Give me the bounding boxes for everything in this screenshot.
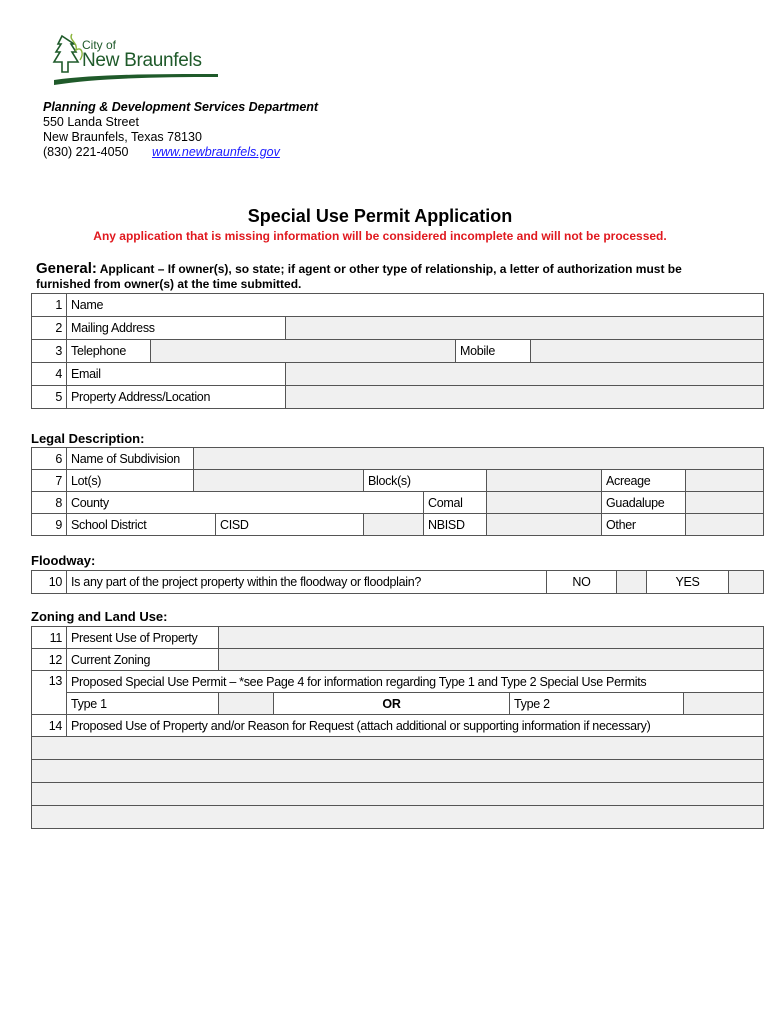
row-number: 4 bbox=[32, 363, 67, 386]
proposed-use-field-line[interactable] bbox=[32, 806, 764, 829]
row-number: 2 bbox=[32, 317, 67, 340]
floodway-yes-label: YES bbox=[647, 571, 729, 594]
row-floodway bbox=[32, 571, 764, 594]
row-number: 6 bbox=[32, 448, 67, 470]
zoning-table bbox=[31, 626, 764, 829]
website-link[interactable]: www.newbraunfels.gov bbox=[152, 145, 280, 159]
proposed-use-field-line[interactable] bbox=[32, 737, 764, 760]
legal-table bbox=[31, 447, 764, 536]
applicant-table bbox=[31, 293, 764, 409]
floodway-heading: Floodway: bbox=[31, 553, 96, 568]
row-number: 11 bbox=[32, 627, 67, 649]
floodway-yes-checkbox[interactable] bbox=[729, 571, 764, 594]
block-field[interactable] bbox=[487, 470, 602, 492]
general-text: Applicant – If owner(s), so state; if agent or other type of relationship, a letter of authorization must be furnished from owner(s) at the time submitted. bbox=[36, 262, 682, 291]
county-label: County bbox=[67, 492, 424, 514]
proposed-use-line bbox=[32, 737, 764, 760]
nbisd-checkbox[interactable] bbox=[487, 514, 602, 536]
legal-heading: Legal Description: bbox=[31, 431, 145, 446]
tree-icon bbox=[54, 36, 78, 72]
type2-checkbox[interactable] bbox=[684, 693, 764, 715]
school-district-label: School District bbox=[67, 514, 216, 536]
proposed-use-line bbox=[32, 806, 764, 829]
row-current-zoning bbox=[32, 649, 764, 671]
row-school-district bbox=[32, 514, 764, 536]
mailing-address-label: Mailing Address bbox=[67, 317, 286, 340]
floodway-table bbox=[31, 570, 764, 594]
present-use-field[interactable] bbox=[219, 627, 764, 649]
row-telephone bbox=[32, 340, 764, 363]
row-county bbox=[32, 492, 764, 514]
county-comal-checkbox[interactable] bbox=[487, 492, 602, 514]
other-field[interactable] bbox=[686, 514, 764, 536]
row-number: 12 bbox=[32, 649, 67, 671]
logo-line1: City of bbox=[82, 38, 117, 52]
acreage-field[interactable] bbox=[686, 470, 764, 492]
county-guadalupe-checkbox[interactable] bbox=[686, 492, 764, 514]
county-guadalupe-label: Guadalupe bbox=[602, 492, 686, 514]
row-number: 1 bbox=[32, 294, 67, 317]
floodway-no-label: NO bbox=[547, 571, 617, 594]
subdivision-field[interactable] bbox=[194, 448, 764, 470]
property-address-label: Property Address/Location bbox=[67, 386, 286, 409]
county-comal-label: Comal bbox=[424, 492, 487, 514]
type1-label: Type 1 bbox=[67, 693, 219, 715]
row-proposed-sup bbox=[32, 671, 764, 693]
present-use-label: Present Use of Property bbox=[67, 627, 219, 649]
subdivision-label: Name of Subdivision bbox=[67, 448, 194, 470]
row-present-use bbox=[32, 627, 764, 649]
type2-label: Type 2 bbox=[510, 693, 684, 715]
row-name bbox=[32, 294, 764, 317]
logo-line2: New Braunfels bbox=[82, 50, 202, 71]
or-separator: OR bbox=[274, 693, 510, 715]
row-subdivision bbox=[32, 448, 764, 470]
proposed-use-label: Proposed Use of Property and/or Reason for Request (attach additional or supporting information if necessary) bbox=[67, 715, 764, 737]
mobile-label: Mobile bbox=[456, 340, 531, 363]
acreage-label: Acreage bbox=[602, 470, 686, 492]
row-mailing-address bbox=[32, 317, 764, 340]
mailing-address-field[interactable] bbox=[286, 317, 764, 340]
other-label: Other bbox=[602, 514, 686, 536]
nbisd-label: NBISD bbox=[424, 514, 487, 536]
proposed-sup-label: Proposed Special Use Permit – *see Page 4 for information regarding Type 1 and Type 2 Special Use Permits bbox=[67, 671, 764, 693]
telephone-label: Telephone bbox=[67, 340, 151, 363]
row-number: 5 bbox=[32, 386, 67, 409]
type1-checkbox[interactable] bbox=[219, 693, 274, 715]
row-number: 14 bbox=[32, 715, 67, 737]
street-address: 550 Landa Street bbox=[43, 115, 139, 129]
floodway-no-checkbox[interactable] bbox=[617, 571, 647, 594]
row-proposed-use bbox=[32, 715, 764, 737]
city-state-zip: New Braunfels, Texas 78130 bbox=[43, 130, 202, 144]
row-email bbox=[32, 363, 764, 386]
current-zoning-field[interactable] bbox=[219, 649, 764, 671]
telephone-field[interactable] bbox=[151, 340, 456, 363]
cisd-label: CISD bbox=[216, 514, 364, 536]
proposed-use-field-line[interactable] bbox=[32, 760, 764, 783]
row-number: 3 bbox=[32, 340, 67, 363]
row-number: 9 bbox=[32, 514, 67, 536]
general-instructions bbox=[36, 261, 736, 292]
email-label: Email bbox=[67, 363, 286, 386]
incomplete-warning: Any application that is missing information will be considered incomplete and will not be processed. bbox=[93, 229, 667, 243]
property-address-field[interactable] bbox=[286, 386, 764, 409]
current-zoning-label: Current Zoning bbox=[67, 649, 219, 671]
proposed-use-line bbox=[32, 783, 764, 806]
row-number: 10 bbox=[32, 571, 67, 594]
zoning-heading: Zoning and Land Use: bbox=[31, 609, 168, 624]
name-label: Name bbox=[67, 294, 764, 317]
department-name: Planning & Development Services Department bbox=[43, 100, 319, 114]
cisd-checkbox[interactable] bbox=[364, 514, 424, 536]
floodway-question: Is any part of the project property within the floodway or floodplain? bbox=[67, 571, 547, 594]
proposed-use-field-line[interactable] bbox=[32, 783, 764, 806]
row-number: 8 bbox=[32, 492, 67, 514]
general-heading: General: bbox=[36, 260, 97, 277]
row-property-address bbox=[32, 386, 764, 409]
row-number: 13 bbox=[32, 671, 67, 715]
row-sup-type bbox=[32, 693, 764, 715]
page-title: Special Use Permit Application bbox=[247, 206, 513, 226]
email-field[interactable] bbox=[286, 363, 764, 386]
phone-number: (830) 221-4050 bbox=[43, 145, 129, 159]
row-lot-block bbox=[32, 470, 764, 492]
row-number: 7 bbox=[32, 470, 67, 492]
logo-swoosh bbox=[54, 74, 218, 85]
lot-field[interactable] bbox=[194, 470, 364, 492]
proposed-use-line bbox=[32, 760, 764, 783]
mobile-field[interactable] bbox=[531, 340, 764, 363]
lot-label: Lot(s) bbox=[67, 470, 194, 492]
block-label: Block(s) bbox=[364, 470, 487, 492]
